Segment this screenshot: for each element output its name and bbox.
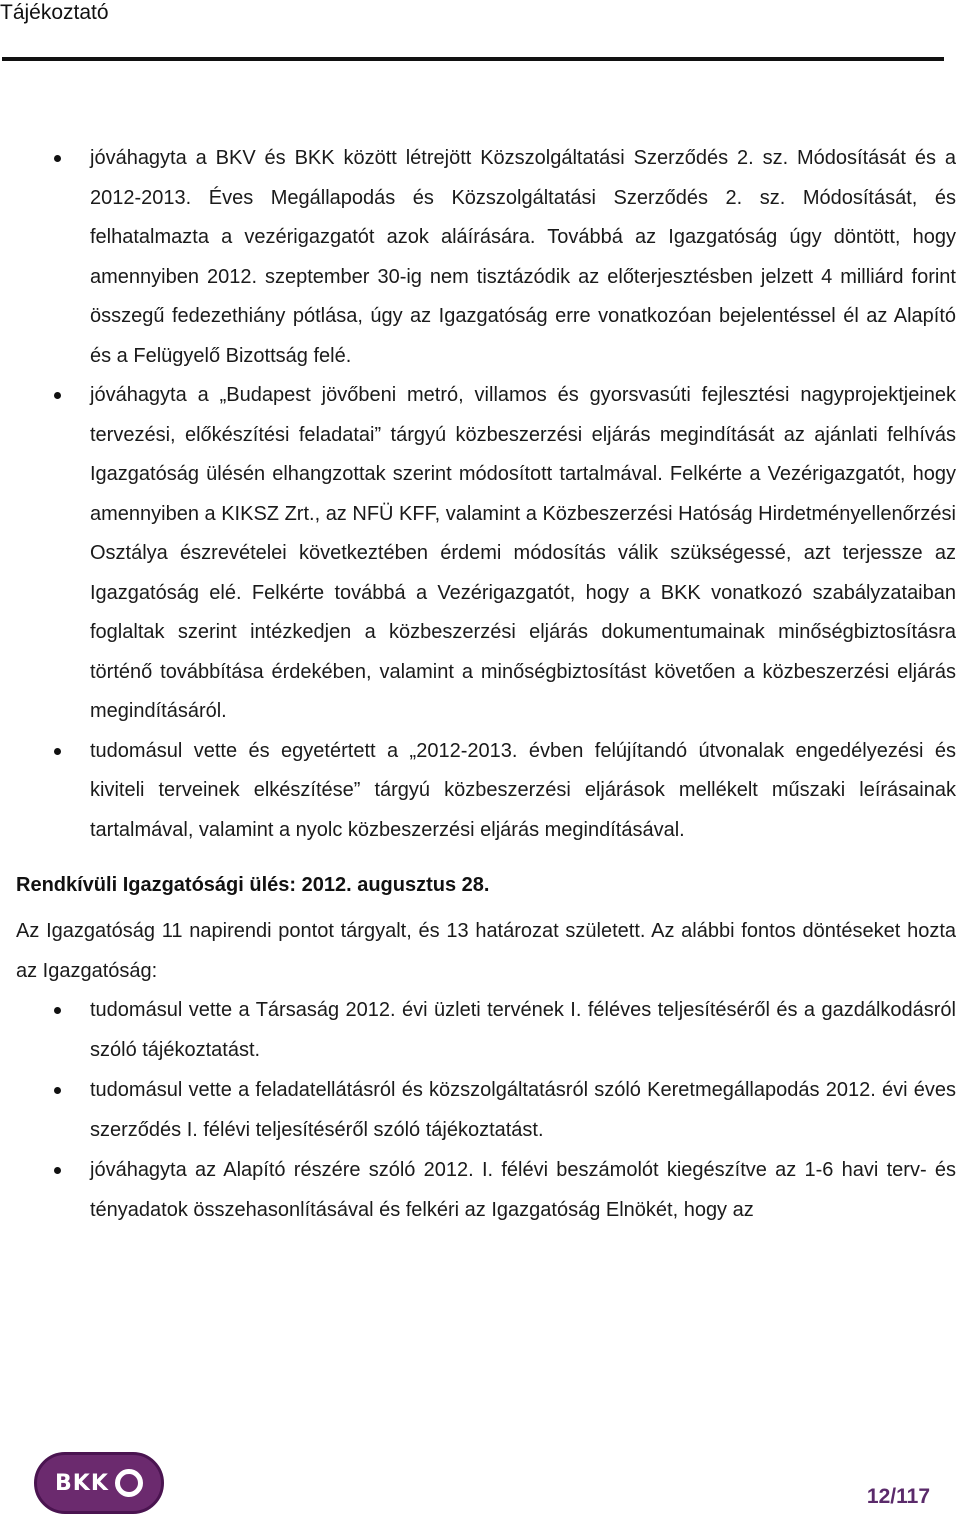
bkk-logo bbox=[34, 1452, 164, 1514]
decision-list-2 bbox=[16, 991, 956, 1230]
header-divider bbox=[2, 57, 944, 61]
document-body bbox=[16, 139, 956, 1231]
list-item-text: tudomásul vette a Társaság 2012. évi üzleti tervének I. féléves teljesítéséről és a gazdálkodásról szóló tájékoztatást. bbox=[90, 999, 956, 1061]
bullet-icon bbox=[54, 1087, 61, 1094]
list-item bbox=[16, 376, 956, 732]
meeting-intro: Az Igazgatóság 11 napirendi pontot tárgyalt, és 13 határozat született. Az alábbi fontos döntéseket hozta az Igazgatóság: bbox=[16, 920, 956, 982]
list-item bbox=[16, 732, 956, 851]
list-item bbox=[16, 1071, 956, 1150]
meeting-heading: Rendkívüli Igazgatósági ülés: 2012. augusztus 28. bbox=[16, 874, 490, 896]
logo-text: BKK bbox=[55, 1470, 109, 1496]
bullet-icon bbox=[54, 748, 61, 755]
list-item-text: jóváhagyta az Alapító részére szóló 2012. I. félévi beszámolót kiegészítve az 1-6 havi terv- és tényadatok összehasonlításával és felkéri az Igazgatóság Elnökét, hogy az bbox=[90, 1159, 956, 1221]
logo-ring-icon bbox=[115, 1469, 143, 1497]
bullet-icon bbox=[54, 1007, 61, 1014]
page-number: 12/117 bbox=[866, 1485, 930, 1508]
bullet-icon bbox=[54, 1167, 61, 1174]
bullet-icon bbox=[54, 392, 61, 399]
list-item-text: jóváhagyta a BKV és BKK között létrejött Közszolgáltatási Szerződés 2. sz. Módosítását és a 2012-2013. Éves Megállapodás és Közszolgáltatási Szerződés 2. sz. Módosítását, és felhatalmazta a vezérigazgatót azok aláírására. Továbbá az Igazgatóság úgy döntött, hogy amennyiben 2012. szeptember 30-ig nem tisztázódik az előterjesztésben jelzett 4 milliárd forint összegű fedezethiány pótlása, úgy az Igazgatóság erre vonatkozóan bejelentéssel él az Alapító és a Felügyelő Bizottság felé. bbox=[90, 147, 956, 367]
list-item bbox=[16, 991, 956, 1070]
page-header-title: Tájékoztató bbox=[0, 1, 109, 24]
bullet-icon bbox=[54, 155, 61, 162]
list-item bbox=[16, 139, 956, 376]
decision-list-1 bbox=[16, 139, 956, 850]
list-item bbox=[16, 1151, 956, 1230]
list-item-text: tudomásul vette a feladatellátásról és közszolgáltatásról szóló Keretmegállapodás 2012. évi éves szerződés I. félévi teljesítéséről szóló tájékoztatást. bbox=[90, 1079, 956, 1141]
list-item-text: tudomásul vette és egyetértett a „2012-2013. évben felújítandó útvonalak engedélyezési és kiviteli terveinek elkészítése” tárgyú közbeszerzési eljárások mellékelt műszaki leírásainak tartalmával, valamint a nyolc közbeszerzési eljárás megindításával. bbox=[90, 739, 956, 841]
list-item-text: jóváhagyta a „Budapest jövőbeni metró, villamos és gyorsvasúti fejlesztési nagyprojektjeinek tervezési, előkészítési feladatai” tárgyú közbeszerzési eljárás megindítását az ajánlati felhívás Igazgatóság ülésén elhangzottak szerint módosított tartalmával. Felkérte a Vezérigazgatót, hogy amennyiben a KIKSZ Zrt., az NFÜ KFF, valamint a Közbeszerzési Hatóság Hirdetményellenőrzési Osztálya észrevételei következtében érdemi módosítás válik szükségessé, azt terjessze az Igazgatóság elé. Felkérte továbbá a Vezérigazgatót, hogy a BKK vonatkozó szabályzataiban foglaltak szerint intézkedjen a közbeszerzési eljárás dokumentumainak minőségbiztosításra történő továbbítása érdekében, valamint a minőségbiztosítást követően a közbeszerzési eljárás megindításáról. bbox=[90, 384, 956, 722]
